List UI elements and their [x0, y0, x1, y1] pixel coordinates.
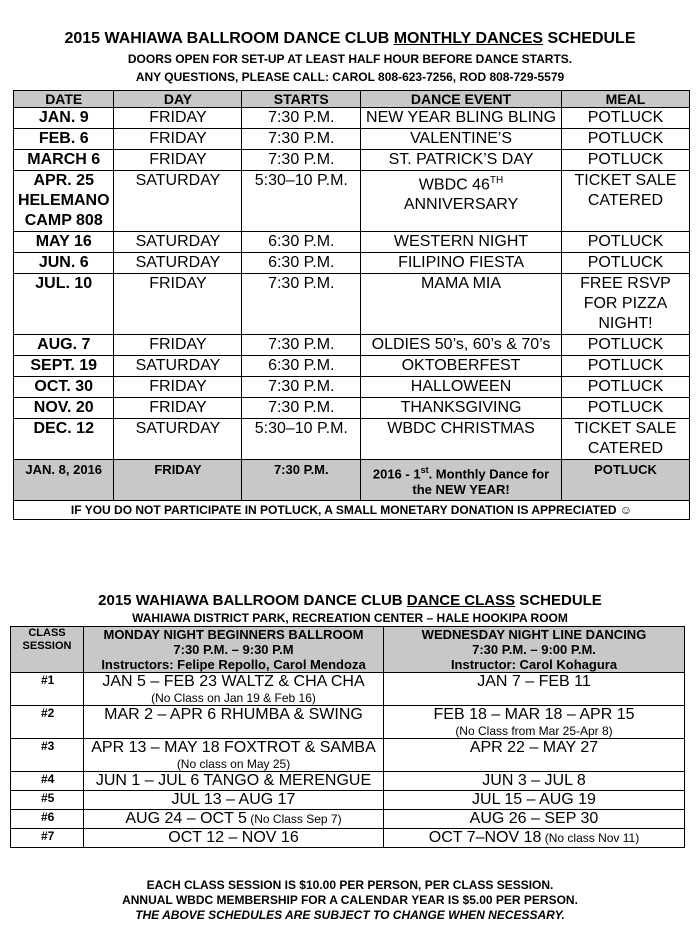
cell-meal: FREE RSVP FOR PIZZA NIGHT!	[561, 274, 689, 335]
cell-meal: POTLUCK	[561, 232, 689, 253]
cell-event	[361, 377, 562, 398]
event-text: NEW YEAR BLING BLING	[366, 109, 557, 126]
cell-meal: TICKET SALE CATERED	[561, 419, 689, 460]
wednesday-instructors: Instructor: Carol Kohagura	[450, 657, 618, 672]
cell-day: FRIDAY	[114, 335, 242, 356]
doors-open-note: DOORS OPEN FOR SET-UP AT LEAST HALF HOUR BEFORE DANCE STARTS.	[127, 52, 573, 66]
table-row	[11, 706, 685, 739]
cell-starts: 5:30–10 P.M.	[242, 419, 361, 460]
class-note: (No class on May 25)	[176, 757, 291, 771]
cell-session-number: #5	[11, 791, 84, 810]
event-text-line2: ANNIVERSARY	[403, 196, 519, 214]
wednesday-dates: JUN 3 – JUL 8	[482, 772, 586, 789]
monday-dates: OCT 12 – NOV 16	[168, 829, 299, 846]
cell-day: SATURDAY	[114, 171, 242, 232]
dance-class-title: 2015 WAHIAWA BALLROOM DANCE CLUB DANCE CLASS SCHEDULE	[98, 592, 602, 609]
table-row	[14, 108, 690, 129]
event-text: ST. PATRICK’S DAY	[388, 151, 534, 168]
potluck-note-row	[14, 501, 690, 520]
cell-monday	[84, 673, 384, 706]
cell-meal: POTLUCK	[561, 253, 689, 274]
cell-day: SATURDAY	[114, 356, 242, 377]
table-row	[14, 253, 690, 274]
monthly-dances-title: 2015 WAHIAWA BALLROOM DANCE CLUB MONTHLY DANCES SCHEDULE	[64, 30, 636, 47]
event-text: VALENTINE’S	[410, 130, 513, 147]
cell-session-number: #3	[11, 739, 84, 772]
table-row	[11, 791, 685, 810]
col-monday	[84, 627, 384, 673]
cell-date: MARCH 6	[14, 150, 114, 171]
event-text: WESTERN NIGHT	[393, 233, 529, 250]
wednesday-dates: OCT 7–NOV 18	[428, 829, 542, 846]
cell-event	[361, 171, 562, 232]
col-starts: STARTS	[242, 91, 361, 108]
cell-day: FRIDAY	[114, 460, 242, 501]
event-text: HALLOWEEN	[410, 378, 512, 395]
cell-meal: POTLUCK	[561, 356, 689, 377]
event-text: OKTOBERFEST	[401, 357, 521, 374]
monday-dates: MAR 2 – APR 6 RHUMBA & SWING	[104, 706, 363, 723]
table-row	[14, 419, 690, 460]
cell-starts: 7:30 P.M.	[242, 377, 361, 398]
class-location: WAHIAWA DISTRICT PARK, RECREATION CENTER – HALE HOOKIPA ROOM	[132, 611, 568, 625]
cell-meal: POTLUCK	[561, 460, 689, 501]
table-row	[14, 398, 690, 419]
cell-monday	[84, 810, 384, 829]
cell-meal: POTLUCK	[561, 335, 689, 356]
cell-starts: 7:30 P.M.	[242, 129, 361, 150]
cell-wednesday	[384, 739, 685, 772]
cell-date: JAN. 8, 2016	[14, 460, 114, 501]
col-event: DANCE EVENT	[361, 91, 562, 108]
monday-dates: JAN 5 – FEB 23 WALTZ & CHA CHA	[102, 673, 365, 690]
cell-starts: 6:30 P.M.	[242, 232, 361, 253]
monday-dates: AUG 24 – OCT 5	[125, 810, 247, 827]
class-note: (No Class on Jan 19 & Feb 16)	[151, 691, 316, 705]
cell-date: DEC. 12	[14, 419, 114, 460]
potluck-note: IF YOU DO NOT PARTICIPATE IN POTLUCK, A SMALL MONETARY DONATION IS APPRECIATED ☺	[14, 501, 690, 520]
cell-date: APR. 25 HELEMANO CAMP 808	[14, 171, 114, 232]
cell-wednesday	[384, 772, 685, 791]
table-row	[14, 150, 690, 171]
wednesday-dates: APR 22 – MAY 27	[469, 739, 599, 756]
cell-starts: 7:30 P.M.	[242, 460, 361, 501]
cell-session-number: #2	[11, 706, 84, 739]
cell-event	[361, 108, 562, 129]
table-row-next-year	[14, 460, 690, 501]
cell-event	[361, 150, 562, 171]
cell-session-number: #6	[11, 810, 84, 829]
inline-note: (No Class Sep 7)	[246, 812, 342, 826]
cell-starts: 6:30 P.M.	[242, 356, 361, 377]
footer-membership-fee: ANNUAL WBDC MEMBERSHIP FOR A CALENDAR YEAR IS $5.00 PER PERSON.	[122, 893, 578, 907]
table-row	[11, 772, 685, 791]
cell-monday	[84, 739, 384, 772]
table-row	[14, 274, 690, 335]
cell-event	[361, 335, 562, 356]
monthly-dances-table	[13, 90, 690, 520]
cell-meal: TICKET SALE CATERED	[561, 171, 689, 232]
cell-date: AUG. 7	[14, 335, 114, 356]
cell-wednesday	[384, 810, 685, 829]
event-text: FILIPINO FIESTA	[398, 254, 525, 271]
event-text: 2016 - 1	[372, 466, 421, 482]
wednesday-dates: JUL 15 – AUG 19	[472, 791, 596, 808]
cell-date: JUL. 10	[14, 274, 114, 335]
cell-date: MAY 16	[14, 232, 114, 253]
cell-event	[361, 253, 562, 274]
contact-note: ANY QUESTIONS, PLEASE CALL: CAROL 808-623-7256, ROD 808-729-5579	[135, 70, 565, 84]
cell-event	[361, 419, 562, 460]
cell-date: NOV. 20	[14, 398, 114, 419]
cell-meal: POTLUCK	[561, 377, 689, 398]
cell-date: JUN. 6	[14, 253, 114, 274]
cell-day: SATURDAY	[114, 232, 242, 253]
wednesday-dates: FEB 18 – MAR 18 – APR 15	[433, 706, 635, 723]
table-row	[11, 829, 685, 848]
cell-monday	[84, 706, 384, 739]
cell-day: SATURDAY	[114, 419, 242, 460]
footer-disclaimer: THE ABOVE SCHEDULES ARE SUBJECT TO CHANGE WHEN NECESSARY.	[135, 908, 565, 922]
event-superscript: st	[420, 465, 429, 475]
wednesday-dates: JAN 7 – FEB 11	[477, 673, 591, 690]
table-row	[11, 810, 685, 829]
cell-date: OCT. 30	[14, 377, 114, 398]
cell-date: SEPT. 19	[14, 356, 114, 377]
cell-day: FRIDAY	[114, 274, 242, 335]
event-text: OLDIES 50’s, 60’s & 70’s	[371, 336, 551, 353]
footer-class-fee: EACH CLASS SESSION IS $10.00 PER PERSON, PER CLASS SESSION.	[146, 878, 554, 892]
table-row	[11, 673, 685, 706]
cell-event	[361, 129, 562, 150]
table-row	[14, 356, 690, 377]
monday-title: MONDAY NIGHT BEGINNERS BALLROOM	[103, 627, 364, 642]
cell-wednesday	[384, 829, 685, 848]
monday-dates: JUL 13 – AUG 17	[171, 791, 296, 808]
table-row	[14, 129, 690, 150]
monday-time: 7:30 P.M. – 9:30 P.M	[173, 642, 294, 657]
wednesday-time: 7:30 P.M. – 9:00 P.M.	[472, 642, 596, 657]
cell-day: FRIDAY	[114, 150, 242, 171]
cell-meal: POTLUCK	[561, 129, 689, 150]
cell-date: FEB. 6	[14, 129, 114, 150]
cell-session-number: #4	[11, 772, 84, 791]
col-date: DATE	[14, 91, 114, 108]
cell-session-number: #7	[11, 829, 84, 848]
event-text: MAMA MIA	[421, 275, 502, 292]
table-row	[14, 335, 690, 356]
cell-event	[361, 398, 562, 419]
cell-event	[361, 356, 562, 377]
event-text: THANKSGIVING	[400, 399, 522, 416]
class-note: (No Class from Mar 25-Apr 8)	[455, 724, 613, 738]
cell-event	[361, 274, 562, 335]
cell-day: FRIDAY	[114, 129, 242, 150]
cell-starts: 6:30 P.M.	[242, 253, 361, 274]
event-text: WBDC CHRISTMAS	[387, 420, 535, 437]
monday-instructors: Instructors: Felipe Repollo, Carol Mendoza	[101, 657, 366, 672]
cell-starts: 7:30 P.M.	[242, 108, 361, 129]
class-header-row	[11, 627, 685, 673]
cell-day: FRIDAY	[114, 108, 242, 129]
wednesday-title: WEDNESDAY NIGHT LINE DANCING	[421, 627, 647, 642]
cell-monday	[84, 772, 384, 791]
cell-starts: 7:30 P.M.	[242, 398, 361, 419]
cell-day: SATURDAY	[114, 253, 242, 274]
cell-day: FRIDAY	[114, 398, 242, 419]
table-row	[14, 171, 690, 232]
dance-class-table	[10, 626, 685, 848]
inline-note: (No class Nov 11)	[541, 831, 640, 845]
col-wednesday	[384, 627, 685, 673]
cell-date: JAN. 9	[14, 108, 114, 129]
cell-wednesday	[384, 791, 685, 810]
cell-meal: POTLUCK	[561, 108, 689, 129]
wednesday-dates: AUG 26 – SEP 30	[469, 810, 599, 827]
cell-starts: 7:30 P.M.	[242, 150, 361, 171]
cell-starts: 5:30–10 P.M.	[242, 171, 361, 232]
col-day: DAY	[114, 91, 242, 108]
monday-dates: JUN 1 – JUL 6 TANGO & MERENGUE	[95, 772, 372, 789]
table-row	[14, 377, 690, 398]
cell-wednesday	[384, 673, 685, 706]
cell-wednesday	[384, 706, 685, 739]
cell-session-number: #1	[11, 673, 84, 706]
cell-meal: POTLUCK	[561, 398, 689, 419]
cell-starts: 7:30 P.M.	[242, 335, 361, 356]
cell-starts: 7:30 P.M.	[242, 274, 361, 335]
event-text-post: . Monthly Dance for the NEW YEAR!	[412, 466, 550, 498]
table-row	[11, 739, 685, 772]
col-class-session: CLASS SESSION	[11, 627, 84, 673]
cell-event	[361, 232, 562, 253]
event-text: WBDC 46	[418, 176, 490, 194]
cell-monday	[84, 791, 384, 810]
col-meal: MEAL	[561, 91, 689, 108]
event-superscript: TH	[489, 175, 504, 186]
monday-dates: APR 13 – MAY 18 FOXTROT & SAMBA	[91, 739, 376, 756]
table-header-row	[14, 91, 690, 108]
table-row	[14, 232, 690, 253]
cell-monday	[84, 829, 384, 848]
cell-event	[361, 460, 562, 501]
cell-meal: POTLUCK	[561, 150, 689, 171]
cell-day: FRIDAY	[114, 377, 242, 398]
